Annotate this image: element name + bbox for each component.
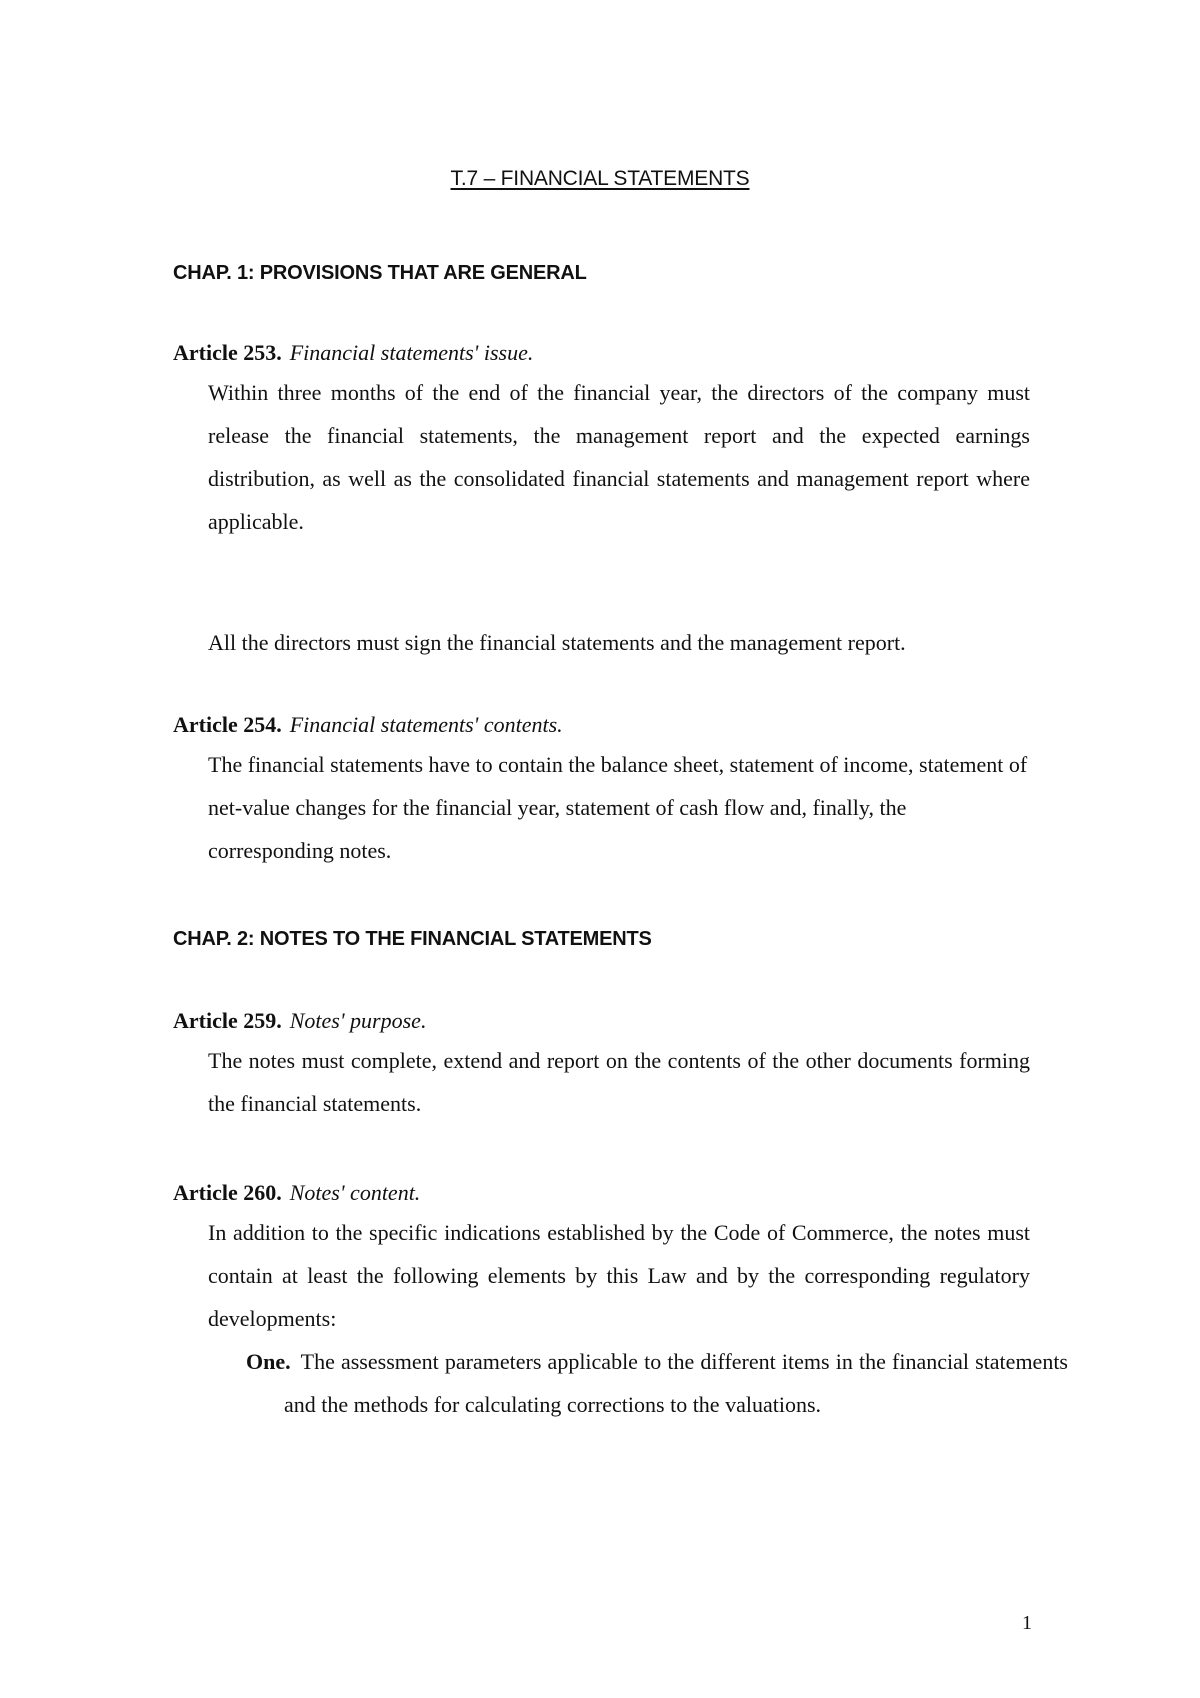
document-title: T.7 – FINANCIAL STATEMENTS <box>450 167 750 190</box>
article-260-number: Article 260. <box>173 1180 282 1205</box>
article-259-title: Notes' purpose. <box>289 1008 427 1033</box>
article-254-heading <box>173 712 563 738</box>
article-259-paragraph-1: The notes must complete, extend and report on the contents of the other documents forming the financial statements. <box>208 1048 1030 1116</box>
article-259-heading <box>173 1008 426 1034</box>
chapter-1-heading: CHAP. 1: PROVISIONS THAT ARE GENERAL <box>173 262 587 284</box>
page-number: 1 <box>1022 1612 1032 1634</box>
article-254-paragraph-1: The financial statements have to contain the balance sheet, statement of income, statement of net-value changes for the financial year, statement of cash flow and, finally, the corresponding notes. <box>208 752 1028 863</box>
article-254-number: Article 254. <box>173 712 282 737</box>
article-253-paragraph-2: All the directors must sign the financial statements and the management report. <box>208 630 906 655</box>
article-260-item-text: The assessment parameters applicable to the different items in the financial statements and the methods for calculating corrections to the valuations. <box>284 1349 1068 1417</box>
article-260-item-label: One. <box>246 1349 291 1374</box>
article-253-paragraph-1: Within three months of the end of the financial year, the directors of the company must release the financial statements, the management report and the expected earnings distribution, as well as the consolidated financial statements and management report where applicable. <box>208 380 1030 534</box>
article-253-title: Financial statements' issue. <box>289 340 534 365</box>
article-254-title: Financial statements' contents. <box>289 712 563 737</box>
chapter-2-heading: CHAP. 2: NOTES TO THE FINANCIAL STATEMENTS <box>173 928 652 950</box>
article-260-paragraph-1: In addition to the specific indications established by the Code of Commerce, the notes must contain at least the following elements by this Law and by the corresponding regulatory developments: <box>208 1220 1030 1331</box>
article-260-heading <box>173 1180 420 1206</box>
article-253-heading <box>173 340 533 366</box>
article-253-number: Article 253. <box>173 340 282 365</box>
article-259-number: Article 259. <box>173 1008 282 1033</box>
article-260-title: Notes' content. <box>289 1180 421 1205</box>
article-260-list-item <box>246 1340 1068 1426</box>
